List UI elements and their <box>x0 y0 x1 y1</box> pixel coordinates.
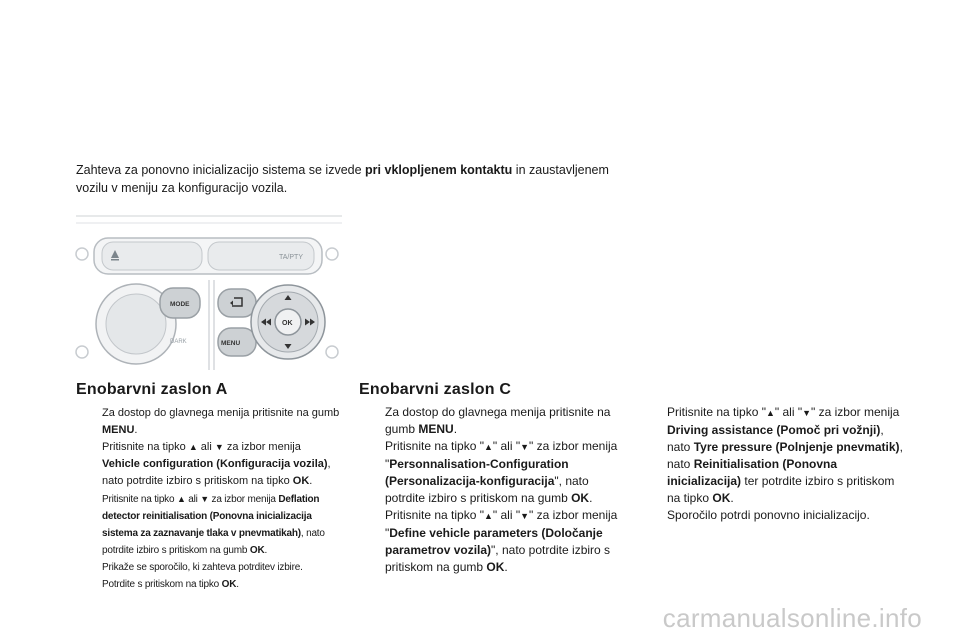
ta-pty-label: TA/PTY <box>279 254 303 261</box>
intro-paragraph <box>76 161 636 197</box>
up-arrow-icon: ▲ <box>483 511 493 521</box>
down-arrow-icon: ▼ <box>802 408 812 418</box>
list-item: Pritisnite na tipko ▲ ali ▼ za izbor menija Deflation detector reinitialisation (Ponovna inicializacija sistema za zaznavanje tlaka v pnevmatikah), nato potrdite izbiro s pritiskom na gumb OK. Prikaže se sporočilo, ki zahteva potrditev izbire. <box>102 494 325 573</box>
section-r-steps <box>643 404 908 524</box>
down-arrow-icon: ▼ <box>520 511 530 521</box>
down-arrow-icon: ▼ <box>200 494 209 504</box>
up-arrow-icon: ▲ <box>765 408 775 418</box>
intro-bold: pri vklopljenem kontaktu <box>365 163 513 177</box>
list-item: Potrdite s pritiskom na tipko OK. <box>102 579 239 590</box>
down-arrow-icon: ▼ <box>214 442 224 452</box>
ok-button-label: OK <box>282 320 293 327</box>
watermark: carmanualsonline.info <box>662 603 922 633</box>
down-arrow-icon: ▼ <box>520 442 530 452</box>
up-arrow-icon: ▲ <box>188 442 198 452</box>
mode-button-label: MODE <box>170 301 190 308</box>
section-c-title: Enobarvni zaslon C <box>359 381 512 398</box>
intro-text: Zahteva za ponovno inicializacijo sistema se izvede <box>76 163 366 177</box>
up-arrow-icon: ▲ <box>176 494 186 504</box>
section-a-steps-continued <box>78 491 340 593</box>
intro-text-end: in zaustavljenem vozilu v meniju za konfiguracijo vozila. <box>76 163 609 195</box>
menu-button-label: MENU <box>221 340 241 347</box>
list-item: Pritisnite na tipko "▲" ali "▼" za izbor menija "Define vehicle parameters (Določanje parametrov vozila)", nato potrdite izbiro s pritiskom na gumb OK. <box>385 508 618 574</box>
control-panel-illustration <box>74 214 344 374</box>
list-item: Pritisnite na tipko "▲" ali "▼" za izbor menija Driving assistance (Pomoč pri vožnji), nato Tyre pressure (Polnjenje pnevmatik), nato Reinitialisation (Ponovna inicializacija) ter potrdite izbiro s pritiskom na tipko OK. Sporočilo potrdi ponovno inicializacijo. <box>667 405 903 522</box>
list-item: Pritisnite na tipko ▲ ali ▼ za izbor menija Vehicle configuration (Konfiguracija vozila), nato potrdite izbiro s pritiskom na tipko OK. <box>102 441 331 487</box>
section-c-steps <box>361 404 621 576</box>
list-item: Pritisnite na tipko "▲" ali "▼" za izbor menija "Personnalisation-Configuration (Personalizacija-konfiguracija", nato potrdite izbiro s pritiskom na gumb OK. <box>385 439 618 505</box>
list-item: Za dostop do glavnega menija pritisnite na gumb MENU. <box>385 405 611 436</box>
dark-button-label: DARK <box>170 339 187 345</box>
up-arrow-icon: ▲ <box>483 442 493 452</box>
section-a-steps <box>78 405 340 490</box>
list-item: Za dostop do glavnega menija pritisnite na gumb MENU. <box>102 407 340 436</box>
section-a-title: Enobarvni zaslon A <box>76 381 228 398</box>
